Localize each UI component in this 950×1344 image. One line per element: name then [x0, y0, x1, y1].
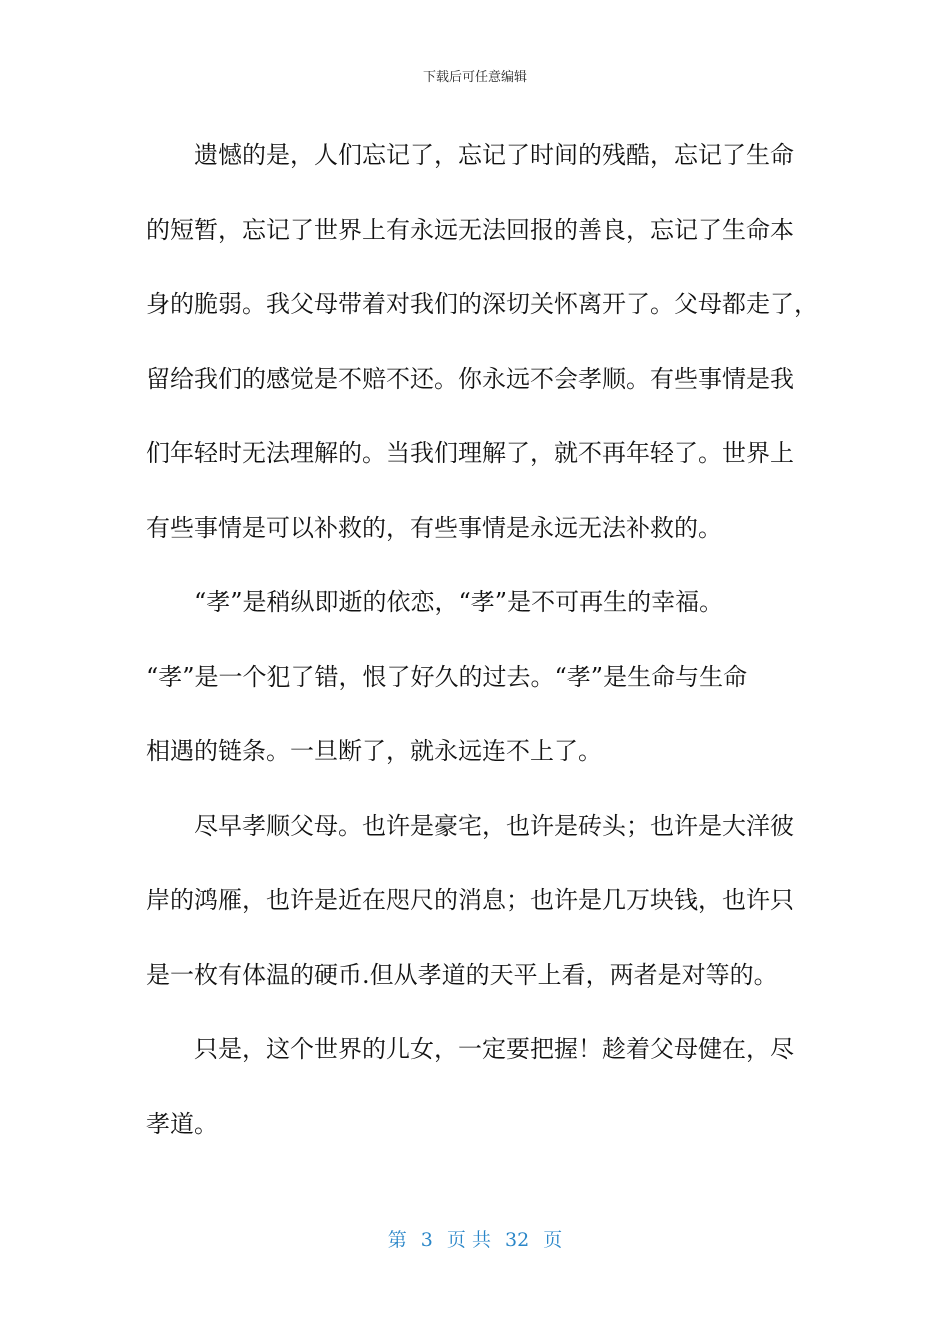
text-line: 孝道。 — [146, 1109, 218, 1138]
text-line: 们年轻时无法理解的。当我们理解了，就不再年轻了。世界上 — [146, 439, 794, 467]
text-line: 有些事情是可以补救的，有些事情是永远无法补救的。 — [146, 513, 722, 542]
text-line: 身的脆弱。我父母带着对我们的深切关怀离开了。父母都走了， — [146, 290, 818, 318]
text-line: 留给我们的感觉是不赔不还。你永远不会孝顺。有些事情是我 — [146, 364, 794, 393]
current-page-number: 3 — [420, 1229, 433, 1251]
text-line: 只是，这个世界的儿女，一定要把握！趁着父母健在，尽 — [194, 1035, 794, 1063]
footer-prefix: 第 — [387, 1229, 407, 1251]
footer-middle: 页 共 — [446, 1229, 491, 1251]
document-body — [146, 118, 818, 1161]
page-footer — [0, 1225, 950, 1252]
text-line: “孝”是一个犯了错，恨了好久的过去。“孝”是生命与生命 — [146, 662, 748, 691]
text-line: 岸的鸿雁，也许是近在咫尺的消息；也许是几万块钱，也许只 — [146, 886, 794, 914]
footer-suffix: 页 — [543, 1229, 563, 1251]
text-line: “孝”是稍纵即逝的依恋，“孝”是不可再生的幸福。 — [194, 588, 724, 616]
text-line: 尽早孝顺父母。也许是豪宅，也许是砖头；也许是大洋彼 — [194, 811, 794, 840]
text-line: 遗憾的是，人们忘记了，忘记了时间的残酷，忘记了生命 — [194, 141, 794, 169]
text-line: 的短暂，忘记了世界上有永远无法回报的善良，忘记了生命本 — [146, 215, 794, 244]
text-line: 是一枚有体温的硬币.但从孝道的天平上看，两者是对等的。 — [146, 960, 778, 989]
page-header: 下载后可任意编辑 — [422, 70, 527, 85]
text-line: 相遇的链条。一旦断了，就永远连不上了。 — [146, 737, 602, 765]
total-pages: 32 — [505, 1229, 530, 1251]
